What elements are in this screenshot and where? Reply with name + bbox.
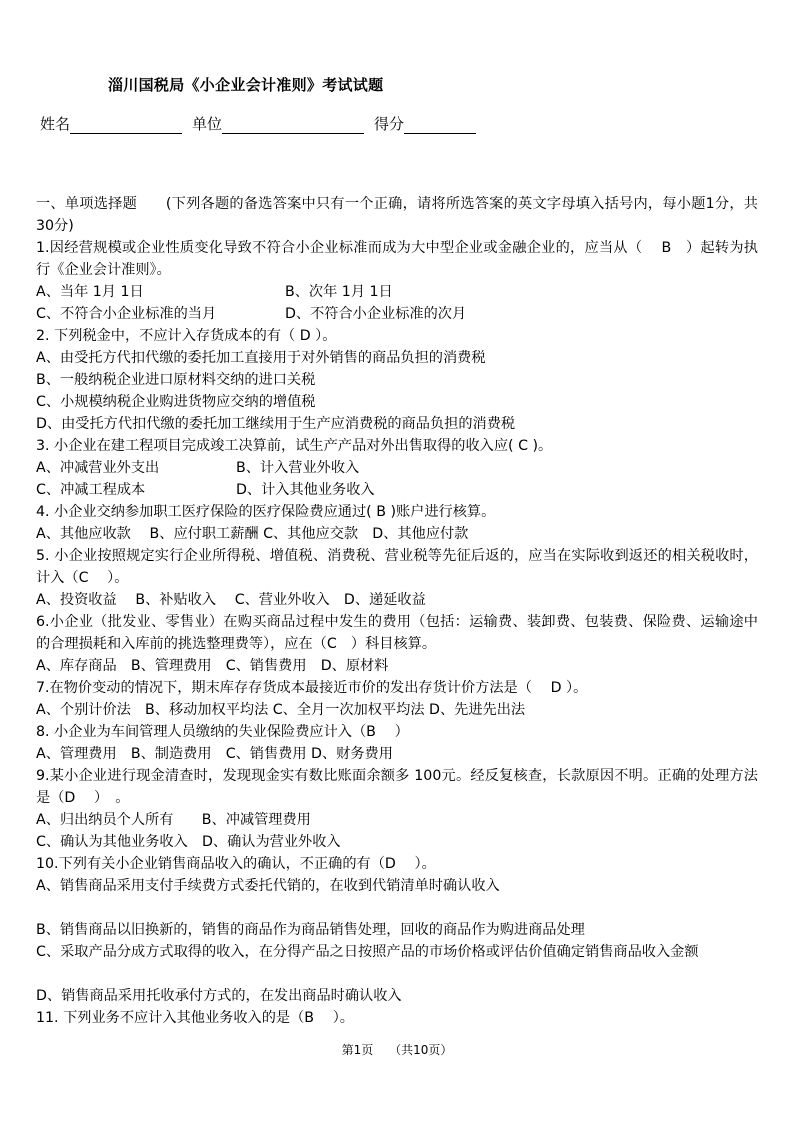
option-c: C、冲减工程成本 (36, 482, 146, 498)
question-3-options-row-1 (36, 457, 758, 479)
option-a: A、当年 1月 1日 (36, 284, 144, 300)
unit-blank (222, 116, 364, 134)
question-9-stem: 9.某小企业进行现金清查时，发现现金实有数比账面余额多 100元。经反复核查，长款原因不明。正确的处理方法是（D ） 。 (36, 768, 758, 806)
question-10-stem: 10.下列有关小企业销售商品收入的确认，不正确的有（D ）。 (36, 856, 436, 872)
option-b: B、一般纳税企业进口原材料交纳的进口关税 (36, 372, 316, 388)
page-footer (0, 1041, 794, 1058)
option-d: D、计入其他业务收入 (236, 482, 375, 498)
score-label: 得分 (374, 115, 405, 133)
question-1-options-row-2 (36, 303, 758, 325)
question-8-stem: 8. 小企业为车间管理人员缴纳的失业保险费应计入（B ） (36, 724, 409, 740)
question-5-options: A、投资收益 B、补贴收入 C、营业外收入 D、递延收益 (36, 592, 426, 608)
option-b: B、次年 1月 1日 (285, 284, 393, 300)
blank-line (36, 897, 758, 919)
option-c: C、小规模纳税企业购进货物应交纳的增值税 (36, 394, 316, 410)
unit-label: 单位 (192, 115, 223, 133)
question-8-options: A、管理费用 B、制造费用 C、销售费用 D、财务费用 (36, 746, 393, 762)
option-a: A、冲减营业外支出 (36, 460, 160, 476)
score-blank (404, 116, 476, 134)
question-5-stem: 5. 小企业按照规定实行企业所得税、增值税、消费税、营业税等先征后返的，应当在实际收到返还的相关税收时，计入（C ）。 (36, 548, 758, 586)
option-a: A、销售商品采用支付手续费方式委托代销的，在收到代销清单时确认收入 (36, 878, 500, 894)
question-4-stem: 4. 小企业交纳参加职工医疗保险的医疗保险费应通过( B )账户进行核算。 (36, 504, 496, 520)
question-6-options: A、库存商品 B、管理费用 C、销售费用 D、原材料 (36, 658, 389, 674)
option-b: B、销售商品以旧换新的，销售的商品作为商品销售处理，回收的商品作为购进商品处理 (36, 922, 585, 938)
question-7-stem: 7.在物价变动的情况下，期末库存存货成本最接近市价的发出存货计价方法是（ D ）。 (36, 680, 588, 696)
option-d: D、销售商品采用托收承付方式的，在发出商品时确认收入 (36, 988, 402, 1004)
question-1-options-row-1 (36, 281, 758, 303)
question-6-stem: 6.小企业（批发业、零售业）在购买商品过程中发生的费用（包括：运输费、装卸费、包装费、保险费、运输途中的合理损耗和入库前的挑选整理费等），应在（C ）科目核算。 (36, 614, 758, 652)
page-title: 淄川国税局《小企业会计准则》考试试题 (108, 76, 384, 94)
question-1-stem: 1.因经营规模或企业性质变化导致不符合小企业标准而成为大中型企业或金融企业的，应当从（ B ）起转为执行《企业会计准则》。 (36, 240, 758, 278)
question-content (36, 193, 758, 1029)
option-d: D、不符合小企业标准的次月 (285, 306, 467, 322)
question-7-options: A、个别计价法 B、移动加权平均法 C、全月一次加权平均法 D、先进先出法 (36, 702, 526, 718)
option-row-ab: A、归出纳员个人所有 B、冲减管理费用 (36, 812, 311, 828)
page-number: 第1页 (341, 1043, 374, 1057)
option-a: A、由受托方代扣代缴的委托加工直接用于对外销售的商品负担的消费税 (36, 350, 486, 366)
header-fields (40, 113, 476, 134)
option-c: C、采取产品分成方式取得的收入，在分得产品之日按照产品的市场价格或评估价值确定销售商品收入金额 (36, 944, 699, 960)
page-total: （共10页） (389, 1043, 453, 1057)
option-c: C、不符合小企业标准的当月 (36, 306, 217, 322)
question-3-options-row-2 (36, 479, 758, 501)
question-11-stem: 11. 下列业务不应计入其他业务收入的是（B ）。 (36, 1010, 354, 1026)
option-d: D、由受托方代扣代缴的委托加工继续用于生产应消费税的商品负担的消费税 (36, 416, 516, 432)
question-4-options: A、其他应收款 B、应付职工薪酬 C、其他应交款 D、其他应付款 (36, 526, 469, 542)
name-blank (70, 116, 182, 134)
option-b: B、计入营业外收入 (236, 460, 360, 476)
option-row-cd: C、确认为其他业务收入 D、确认为营业外收入 (36, 834, 341, 850)
question-2-stem: 2. 下列税金中，不应计入存货成本的有（ D ）。 (36, 328, 337, 344)
question-3-stem: 3. 小企业在建工程项目完成竣工决算前，试生产产品对外出售取得的收入应( C )。 (36, 438, 553, 454)
name-label: 姓名 (40, 115, 71, 133)
section-header: 一、单项选择题 (下列各题的备选答案中只有一个正确，请将所选答案的英文字母填入括号内，每小题1分，共30分) (36, 196, 758, 234)
